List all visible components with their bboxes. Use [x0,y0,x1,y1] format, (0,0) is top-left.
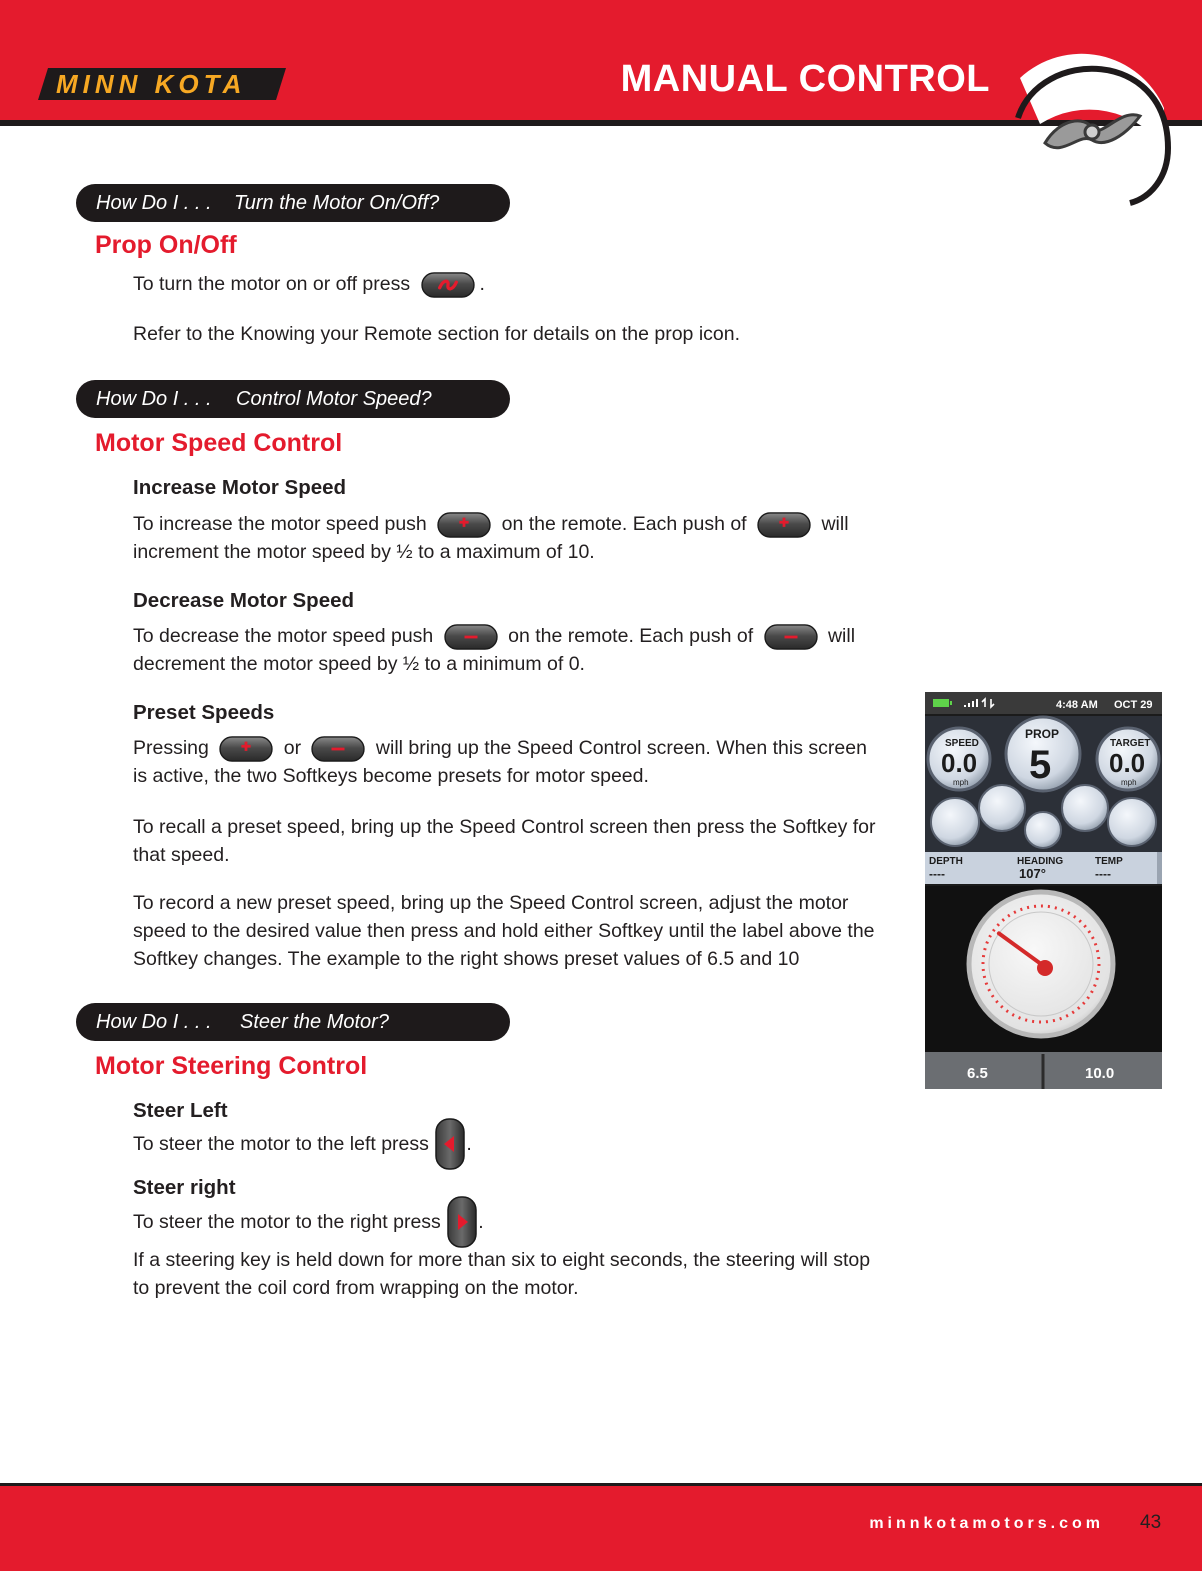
decrease-text [133,622,893,678]
decrease-text-d: decrement the motor speed by ½ to a minimum of 0. [133,653,585,675]
svg-text:MINN KOTA: MINN KOTA [56,69,247,99]
steer-note: If a steering key is held down for more than six to eight seconds, the steering will stop to prevent the coil cord from wrapping on the motor. [133,1249,871,1299]
pill-prefix: How Do I . . . [96,1011,212,1033]
steer-right-heading: Steer right [133,1176,236,1199]
status-time: 4:48 AM [1056,699,1098,711]
info-heading-label: HEADING [1017,856,1064,867]
record-text: To record a new preset speed, bring up the Speed Control screen, adjust the motor speed to the desired value then press and hold either Softkey until the label above the Softkey changes. The example to the right shows preset values of 6.5 and 10 [133,892,875,970]
info-temp-value: ---- [1095,867,1111,881]
pill-prefix: How Do I . . . [96,192,212,214]
page-title: MANUAL CONTROL [620,58,990,100]
section-title-steer: Motor Steering Control [95,1052,368,1080]
increase-text [133,510,893,566]
dial-target-unit: mph [1121,778,1137,787]
steer-left-instruction: To steer the motor to the left press [133,1133,429,1155]
steer-right-instruction: To steer the motor to the right press [133,1211,441,1233]
increase-text-d: increment the motor speed by ½ to a maximum of 10. [133,541,595,563]
dial-speed-unit: mph [953,778,969,787]
decrease-text-c: will [827,625,856,647]
remote-speed-control-screen [925,692,1162,1089]
minus-key-icon [762,624,820,650]
prop-text-after: . [479,273,485,295]
pill-prefix: How Do I . . . [96,388,212,410]
dial-speed-value: 0.0 [941,748,978,778]
dial-prop-label: PROP [1025,727,1060,741]
status-date: OCT 29 [1114,699,1153,711]
steer-left-heading: Steer Left [133,1099,228,1122]
battery-icon [933,699,949,707]
footer-website-link[interactable]: minnkotamotors.com [869,1515,1104,1532]
increase-text-c: will [821,513,849,535]
dial-prop-value: 5 [1029,743,1052,787]
dial-speed-label: SPEED [945,738,979,749]
softkey-right-label: 10.0 [1085,1065,1115,1082]
gauge-hub [1037,960,1053,976]
plus-key-icon [217,736,275,762]
how-do-i-pill-motor-on-off [76,184,510,222]
steer-right-key-icon [447,1210,477,1236]
preset-text-c: will bring up the Speed Control screen. When this screen [375,737,867,759]
increase-heading: Increase Motor Speed [133,476,347,499]
pill-topic: Turn the Motor On/Off? [234,192,440,214]
minus-key-icon [442,624,500,650]
info-depth-value: ---- [929,867,945,881]
softkey-left-label: 6.5 [967,1065,988,1082]
info-heading-value: 107° [1019,866,1046,881]
prop-reference: Refer to the Knowing your Remote section for details on the prop icon. [133,323,741,345]
steer-left-key-icon [435,1132,465,1158]
decrease-text-a: To decrease the motor speed push [133,625,434,647]
dial-target-label: TARGET [1110,738,1151,749]
prop-text-before: To turn the motor on or off press [133,273,411,295]
how-do-i-pill-steer [76,1003,510,1041]
prop-emblem-icon [1000,48,1180,213]
decrease-text-b: on the remote. Each push of [508,625,754,647]
steer-left-period: . [466,1133,472,1155]
preset-text-a: Pressing [133,737,209,759]
preset-heading: Preset Speeds [133,701,275,724]
increase-text-a: To increase the motor speed push [133,513,427,535]
minus-key-icon [309,736,367,762]
prop-key-icon [419,272,477,298]
increase-text-b: on the remote. Each push of [501,513,747,535]
info-depth-label: DEPTH [929,856,963,867]
prop-instruction [133,270,893,298]
preset-text-d: is active, the two Softkeys become presets for motor speed. [133,765,649,787]
pill-topic: Steer the Motor? [240,1011,389,1033]
page-number: 43 [1140,1512,1162,1533]
info-temp-label: TEMP [1095,856,1123,867]
steer-left-text [133,1130,893,1158]
section-title-speed: Motor Speed Control [95,429,343,457]
plus-key-icon [435,512,493,538]
preset-text-b: or [283,737,302,759]
section-title-prop: Prop On/Off [95,231,237,259]
pill-topic: Control Motor Speed? [236,388,432,410]
plus-key-icon [755,512,813,538]
steer-right-period: . [478,1211,484,1233]
recall-text: To recall a preset speed, bring up the Speed Control screen then press the Softkey for that speed. [133,816,876,866]
dial-target-value: 0.0 [1109,748,1146,778]
decrease-heading: Decrease Motor Speed [133,589,355,612]
steer-right-text [133,1208,893,1236]
preset-text [133,734,893,790]
how-do-i-pill-speed [76,380,510,418]
